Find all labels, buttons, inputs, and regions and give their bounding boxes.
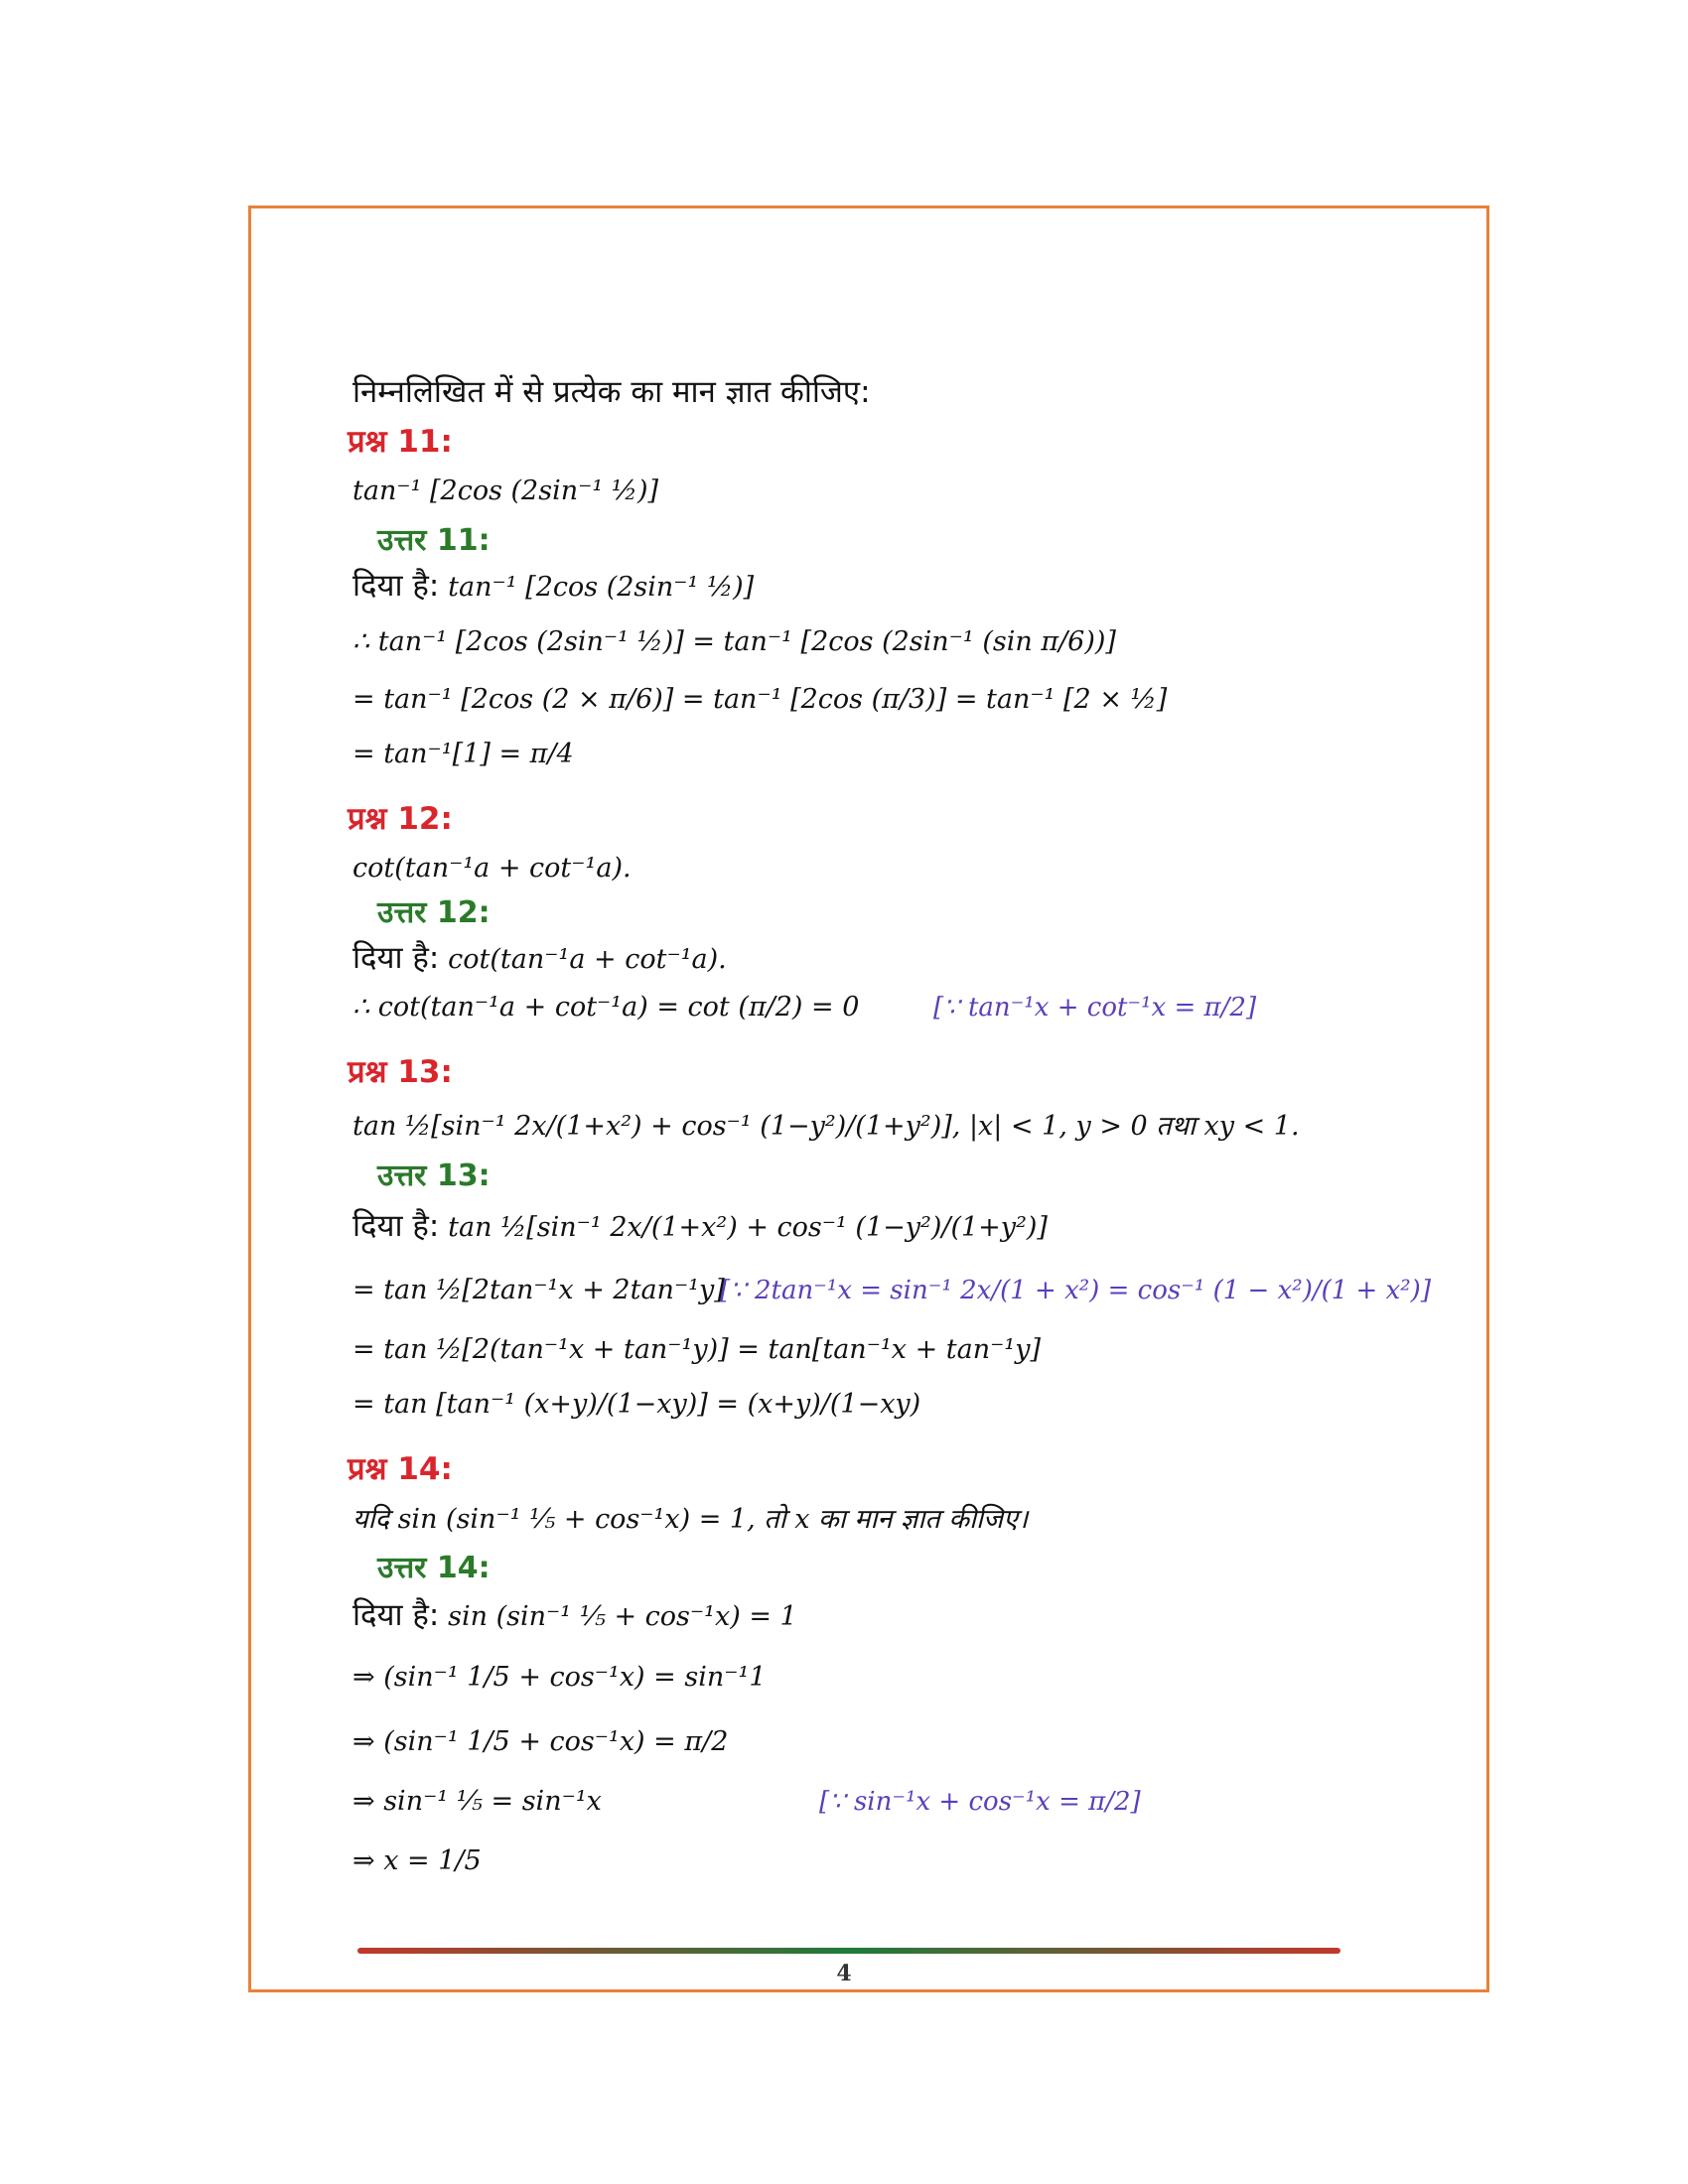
- question-13-label: प्रश्न 13:: [348, 1054, 453, 1090]
- instruction-text: निम्नलिखित में से प्रत्येक का मान ज्ञात कीजिए:: [352, 374, 871, 410]
- answer-14-step-2: ⇒ (sin⁻¹ 1/5 + cos⁻¹x) = π/2: [352, 1726, 729, 1757]
- answer-11-label: उत्तर 11:: [377, 523, 491, 558]
- answer-14-step-4: ⇒ x = 1/5: [352, 1845, 482, 1876]
- answer-11-step-1: ∴ tan⁻¹ [2cos (2sin⁻¹ ½)] = tan⁻¹ [2cos (2sin⁻¹ (sin π/6))]: [352, 626, 1116, 657]
- question-13-text: tan ½[sin⁻¹ 2x/(1+x²) + cos⁻¹ (1−y²)/(1+y²)], |x| < 1, y > 0 तथा xy < 1.: [352, 1111, 1300, 1142]
- answer-13-label: उत्तर 13:: [377, 1159, 491, 1193]
- question-12-expression: cot(tan⁻¹a + cot⁻¹a).: [352, 853, 632, 884]
- given-expression: sin (sin⁻¹ ⅕ + cos⁻¹x) = 1: [448, 1601, 797, 1632]
- answer-13-given: [352, 1206, 1048, 1248]
- question-14-text: यदि sin (sin⁻¹ ⅕ + cos⁻¹x) = 1, तो x का मान ज्ञात कीजिए।: [352, 1504, 1029, 1535]
- answer-11-given: [352, 566, 754, 608]
- answer-12-label: उत्तर 12:: [377, 895, 491, 930]
- answer-11-step-3: = tan⁻¹[1] = π/4: [352, 739, 574, 769]
- answer-12-step-1: ∴ cot(tan⁻¹a + cot⁻¹a) = cot (π/2) = 0: [352, 992, 860, 1023]
- answer-12-note: [∵ tan⁻¹x + cot⁻¹x = π/2]: [933, 993, 1257, 1023]
- question-13-expression: [352, 1107, 1300, 1147]
- question-14-label: प्रश्न 14:: [348, 1451, 453, 1487]
- given-prefix: दिया है:: [352, 1208, 440, 1244]
- given-expression: tan ½[sin⁻¹ 2x/(1+x²) + cos⁻¹ (1−y²)/(1+y²)]: [448, 1212, 1048, 1243]
- question-12-label: प्रश्न 12:: [348, 801, 453, 837]
- answer-13-note: [∵ 2tan⁻¹x = sin⁻¹ 2x/(1 + x²) = cos⁻¹ (1 − x²)/(1 + x²)]: [720, 1276, 1431, 1305]
- answer-13-step-3: = tan [tan⁻¹ (x+y)/(1−xy)] = (x+y)/(1−xy): [352, 1389, 921, 1420]
- answer-14-step-1: ⇒ (sin⁻¹ 1/5 + cos⁻¹x) = sin⁻¹1: [352, 1662, 767, 1693]
- question-11-label: प्रश्न 11:: [348, 424, 453, 460]
- given-prefix: दिया है:: [352, 940, 440, 976]
- given-prefix: दिया है:: [352, 568, 440, 604]
- page-number: 4: [836, 1961, 852, 1986]
- answer-14-step-3: ⇒ sin⁻¹ ⅕ = sin⁻¹x: [352, 1786, 602, 1817]
- answer-14-note: [∵ sin⁻¹x + cos⁻¹x = π/2]: [819, 1787, 1141, 1817]
- answer-14-given: [352, 1595, 797, 1637]
- question-11-expression: tan⁻¹ [2cos (2sin⁻¹ ½)]: [352, 476, 659, 506]
- answer-14-label: उत्तर 14:: [377, 1551, 491, 1585]
- answer-13-step-2: = tan ½[2(tan⁻¹x + tan⁻¹y)] = tan[tan⁻¹x + tan⁻¹y]: [352, 1334, 1041, 1365]
- given-expression: tan⁻¹ [2cos (2sin⁻¹ ½)]: [448, 572, 755, 603]
- given-expression: cot(tan⁻¹a + cot⁻¹a).: [448, 944, 727, 975]
- answer-12-given: [352, 938, 727, 980]
- question-14-expression: [352, 1499, 1028, 1540]
- answer-13-step-1: = tan ½[2tan⁻¹x + 2tan⁻¹y]: [352, 1275, 725, 1305]
- answer-11-step-2: = tan⁻¹ [2cos (2 × π/6)] = tan⁻¹ [2cos (π/3)] = tan⁻¹ [2 × ½]: [352, 684, 1168, 715]
- footer-rule: [357, 1948, 1340, 1954]
- given-prefix: दिया है:: [352, 1597, 440, 1633]
